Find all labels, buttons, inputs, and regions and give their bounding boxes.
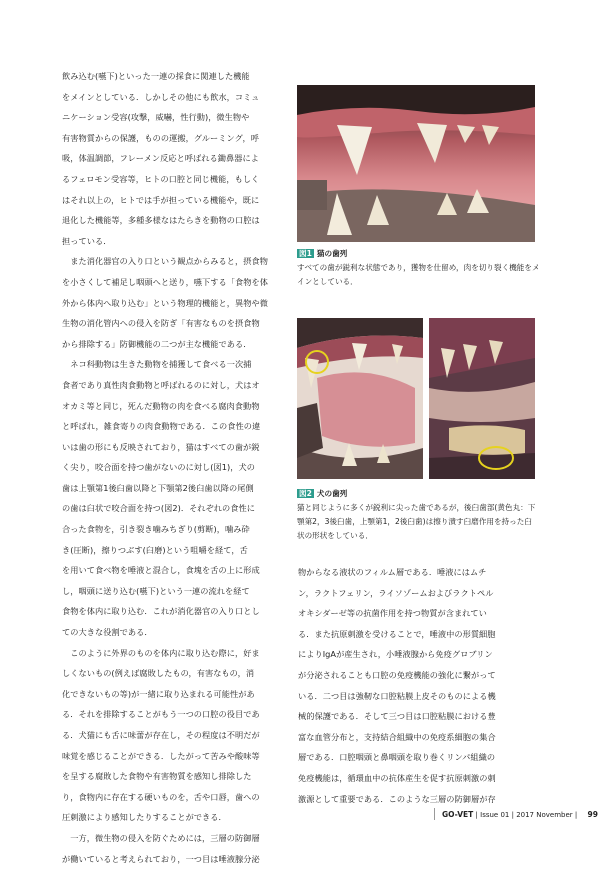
- text-line: いは歯の形にも反映されており，猫はすべての歯が鋭: [62, 441, 260, 452]
- body-text-right: [298, 562, 530, 809]
- text-line: 歯は上顎第1後臼歯以降と下顎第2後臼歯以降の尾側: [62, 482, 254, 493]
- footer-brand: GO-VET: [442, 810, 474, 819]
- figure2-caption: [297, 487, 542, 543]
- text-line: 吸，体温調節，フレーメン反応と呼ばれる鋤鼻器によ: [62, 153, 259, 164]
- text-line: 化できないもの等)が一緒に取り込まれる可能性があ: [62, 688, 255, 699]
- text-line: が働いていると考えられており，一つ目は唾液腺分泌: [62, 853, 260, 864]
- text-line: 食物を体内に取り込む．これが消化器官の入り口とし: [62, 606, 260, 617]
- text-line: る．犬猫にも舌に味蕾が存在し，その程度は不明だが: [62, 730, 260, 740]
- text-line: 富な血管分布と，支持結合組織中の免疫系細胞の集合: [298, 731, 496, 742]
- text-line: 一方，微生物の侵入を防ぐためには，三層の防御層: [62, 832, 260, 843]
- text-line: き(圧断)，擦りつぶす(臼磨)という咀嚼を経て，舌: [62, 544, 248, 555]
- text-line: る．それを排除することがもう一つの口腔の役目であ: [62, 709, 260, 720]
- text-line: 飲み込む(嚥下)といった一連の採食に関連した機能: [62, 71, 250, 81]
- caption-line: 顎第2，3後臼歯，上顎第1，2後臼歯)は擦り潰す臼磨作用を持った臼: [297, 517, 532, 526]
- text-line: オカミ等と同じ，死んだ動物の肉を食べる腐肉食動物: [62, 400, 260, 411]
- text-line: ての大きな役割である．: [62, 627, 153, 638]
- text-line: 生物の消化管内への侵入を防ぎ「有害なものを摂食物: [62, 318, 260, 329]
- text-line: ネコ科動物は生きた動物を捕獲して食べる一次捕: [62, 359, 252, 370]
- text-line: 合った食物を，引き裂き噛みちぎり(剪断)，噛み砕: [62, 524, 250, 535]
- text-line: しくないもの(例えば腐敗したもの，有害なもの，消: [62, 668, 255, 679]
- text-line: を呈する腐敗した食物や有害物質を感知し排除した: [62, 771, 252, 782]
- figure1-title: 猫の歯列: [316, 249, 348, 258]
- figure2-title: 犬の歯列: [316, 489, 348, 498]
- text-line: し，咽頭に送り込む(嚥下)という一連の流れを経て: [62, 585, 250, 596]
- text-line: をメインとしている．しかしその他にも飲水，コミュ: [62, 91, 260, 102]
- text-line: と呼ばれ，雑食寄りの肉食動物である．この食性の違: [62, 421, 261, 432]
- text-line: るフェロモン受容等，ヒトの口腔と同じ機能，もしく: [62, 173, 260, 184]
- body-text-left: [62, 66, 282, 869]
- footer-divider: [434, 808, 435, 820]
- text-line: を用いて食べ物を唾液と混合し，食塊を舌の上に形成: [62, 565, 260, 576]
- text-line: 層である．口腔咽頭と鼻咽頭を取り巻くリンパ組織の: [298, 752, 496, 763]
- text-line: る．また抗原刺激を受けることで，唾液中の形質細胞: [298, 628, 496, 639]
- text-line: く尖り，咬合面を持つ歯がないのに対し(図1)，犬の: [62, 462, 255, 473]
- figure1-caption: [297, 247, 542, 289]
- footer-issue: Issue 01: [480, 811, 510, 819]
- text-line: 退化した機能等，多種多様なはたらきを動物の口腔は: [62, 215, 260, 226]
- text-line: はそれ以上の，ヒトでは手が担っている機能や，既に: [62, 194, 260, 205]
- caption-line: 猫と同じように多くが鋭利に尖った歯であるが，後臼歯部(黄色丸：下: [297, 503, 536, 512]
- figure1-photo-cat-teeth: [297, 85, 535, 242]
- figure1-heading: [297, 247, 542, 261]
- text-line: ン，ラクトフェリン，ライソゾームおよびラクトペル: [298, 587, 494, 598]
- caption-line: 状の形状をしている．: [297, 531, 373, 540]
- text-line: ニケーション受容(攻撃，威嚇，性行動)，微生物や: [62, 112, 250, 123]
- text-line: また消化器官の入り口という観点からみると，摂食物: [62, 256, 268, 267]
- page-number: 99: [587, 810, 598, 819]
- text-line: り，食物内に存在する硬いものを，舌や口唇，歯への: [62, 791, 260, 802]
- text-line: 味覚を感じることができる．したがって苦みや酸味等: [62, 750, 260, 761]
- text-line: によりIgAが産生され，小唾液腺から免疫グロブリン: [298, 649, 493, 660]
- figure2-number: 図2: [299, 489, 312, 498]
- text-line: が分泌されることも口腔の免疫機能の強化に繋がって: [298, 669, 496, 680]
- text-line: オキシダーゼ等の抗菌作用を持つ物質が含まれてい: [298, 608, 487, 619]
- text-line: このように外界のものを体内に取り込む際に，好ま: [62, 647, 260, 658]
- text-line: 圧刺激により感知したりすることができる．: [62, 812, 227, 823]
- text-line: から排除する」防御機能の二つが主な機能である．: [62, 338, 252, 349]
- caption-line: インとしている．: [297, 277, 358, 286]
- figure2-photo-dog-front: [297, 318, 423, 479]
- text-line: 物からなる液状のフィルム層である．唾液にはムチ: [298, 567, 487, 577]
- text-line: 免疫機能は，循環血中の抗体産生を促す抗原刺激の刺: [298, 772, 496, 783]
- footer-date: 2017 November: [516, 811, 573, 819]
- figure1-number: 図1: [299, 249, 312, 258]
- text-line: 械的保護である．そして三つ目は口腔粘膜における豊: [298, 711, 496, 722]
- text-line: を小さくして補足し咽頭へと送り，嚥下する「食物を体: [62, 276, 268, 287]
- caption-line: すべての歯が鋭利な状態であり，獲物を仕留め，肉を切り裂く機能をメ: [297, 263, 540, 272]
- text-line: の歯は臼状で咬合面を持つ(図2)．それぞれの食性に: [62, 503, 255, 514]
- text-line: 食者であり真性肉食動物と呼ばれるのに対し，犬はオ: [62, 379, 260, 390]
- text-line: 外から体内へ取り込む」という物理的機能と，異物や微: [62, 297, 268, 308]
- figure2-photo-dog-side: [429, 318, 535, 479]
- text-line: 有害物質からの保護，ものの運搬，グルーミング，呼: [62, 132, 259, 143]
- figure2-heading: [297, 487, 542, 501]
- page-footer: GO-VET | Issue 01 | 2017 November | 99: [442, 810, 598, 819]
- text-line: 担っている．: [62, 235, 112, 246]
- text-line: いる．二つ目は強靭な口腔粘膜上皮そのものによる機: [298, 690, 496, 701]
- text-line: 激源として重要である．このような三層の防御層が存: [298, 793, 496, 804]
